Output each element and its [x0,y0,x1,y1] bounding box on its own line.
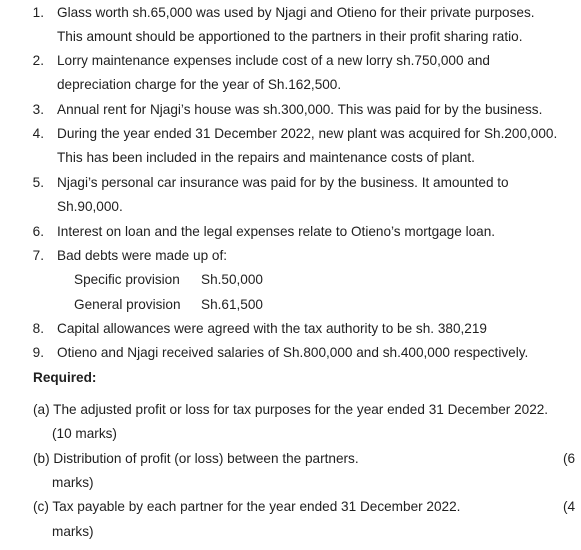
part-marks: marks) [52,524,94,539]
item-number: 8. [32,321,44,336]
item-number: 1. [32,5,44,20]
item-text: Interest on loan and the legal expenses relate to Otieno’s mortgage loan. [57,224,496,239]
item-text: Capital allowances were agreed with the tax authority to be sh. 380,219 [57,321,487,336]
item-text: Glass worth sh.65,000 was used by Njagi and Otieno for their private purposes. [57,5,535,20]
part-marks-open: (4 [563,499,576,514]
provision-amount: Sh.50,000 [201,272,263,287]
part-text: (a) The adjusted profit or loss for tax purposes for the year ended 31 December 2022. [33,402,549,417]
item-text: Lorry maintenance expenses include cost of a new lorry sh.750,000 and [57,53,490,68]
part-text: (b) Distribution of profit (or loss) between the partners. [33,451,359,466]
item-number: 2. [32,53,44,68]
item-number: 3. [32,102,44,117]
part-marks: (10 marks) [52,426,117,441]
item-text: During the year ended 31 December 2022, new plant was acquired for Sh.200,000. [57,126,558,141]
part-text: (c) Tax payable by each partner for the year ended 31 December 2022. [33,499,461,514]
item-number: 9. [32,345,44,360]
item-text: Otieno and Njagi received salaries of Sh.800,000 and sh.400,000 respectively. [57,345,529,360]
item-number: 7. [32,248,44,263]
item-number: 4. [32,126,44,141]
item-number: 6. [32,224,44,239]
item-text: Njagi’s personal car insurance was paid for by the business. It amounted to [57,175,509,190]
required-heading: Required: [33,370,97,385]
item-text: Sh.90,000. [57,199,123,214]
provision-amount: Sh.61,500 [201,297,263,312]
part-marks-open: (6 [563,451,576,466]
item-text: This amount should be apportioned to the partners in their profit sharing ratio. [57,29,523,44]
provision-label: Specific provision [74,272,180,287]
item-text: This has been included in the repairs and maintenance costs of plant. [57,150,475,165]
item-number: 5. [32,175,44,190]
provision-label: General provision [74,297,181,312]
part-marks: marks) [52,475,94,490]
item-text: Annual rent for Njagi’s house was sh.300,000. This was paid for by the business. [57,102,543,117]
item-text: Bad debts were made up of: [57,248,228,263]
item-text: depreciation charge for the year of Sh.162,500. [57,77,342,92]
